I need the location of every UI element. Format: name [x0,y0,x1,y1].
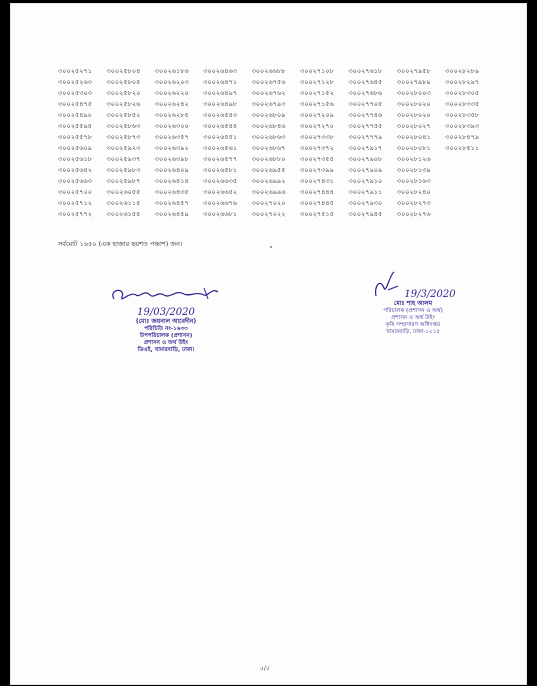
table-row [58,77,498,88]
left-stamp-line: ডিএই, খামারবাড়ি, ঢাকা। [137,347,195,353]
right-stamp-line: প্রশাসন ও অর্থ উইং [391,315,435,321]
roll-number-cell: ৩০০২৬৬৭৬ [203,200,238,207]
roll-number-cell: ৩০০২৫৯৮৭ [106,178,141,185]
roll-number-cell: ৩০০২৫৮৫২ [106,112,141,119]
roll-number-cell: ৩০০২৫৫৯৫ [58,123,92,130]
roll-number-cell: ৩০০২৬৪৩৫ [154,189,189,196]
roll-number-cell: ৩০০২৬৪৫৭ [154,200,189,207]
roll-number-cell: ৩০০২৬৩৯২ [154,145,189,152]
roll-number-cell: ৩০০২৬২৪২ [154,101,189,108]
roll-number-cell: ৩০০২৬৬৫২ [203,189,238,196]
roll-number-table [58,66,498,220]
table-row [58,110,498,121]
roll-number-cell: ৩০০২৮০২৭ [396,123,431,130]
roll-number-cell: ৩০০২৬১১৫ [106,200,141,207]
roll-number-cell: ৩০০২৬৭৯৩ [251,101,286,108]
roll-number-cell: ৩০০২৬৬৮৮ [251,68,286,75]
roll-number-cell: ৩০০২৭৩৯৯ [299,167,334,174]
table-row [58,187,498,198]
roll-number-cell: ৩০০২৬৫৪৩ [203,112,238,119]
right-signature-icon [370,268,404,300]
roll-number-cell: ৩০০২৬৬৩৫ [203,178,238,185]
roll-number-cell: ৩০০২৫২৬৩ [58,79,92,86]
roll-number-cell [445,209,493,220]
roll-number-cell: ৩০০২৬৮৪৬ [251,123,286,130]
right-signature-block [348,268,478,336]
roll-number-cell: ৩০০২৬৮৬৩ [251,134,286,141]
roll-number-cell: ৩০০২৬৬৮১ [203,211,238,218]
roll-number-cell: ৩০০২৫৮৬৩ [106,123,141,130]
right-sign-date: 19/3/2020 [404,289,456,300]
roll-number-cell: ৩০০২৬৫৬১ [203,145,238,152]
roll-number-cell: ৩০০২৭১০৮ [299,68,334,75]
roll-number-cell: ৩০০২৭৬৮৬ [348,90,383,97]
right-stamp-line: পরিচালক (প্রশাসন ও অর্থ) [383,308,443,314]
roll-number-cell [445,176,493,187]
roll-number-cell: ৩০০২৮০০৩ [396,90,431,97]
roll-number-cell: ৩০০২৫৮০৫ [106,79,141,86]
roll-number-cell: ৩০০২৭৬১৮ [348,68,383,75]
summary-text: সর্বমোট ১৬৫০ (এক হাজার ছয়শত পঞ্চাশ) জন। [58,240,183,248]
left-stamp-line: প্রশাসন ও অর্থ উইং [143,340,189,346]
right-stamp-line: খামারবাড়ি, ঢাকা-১২১৫ [386,329,440,335]
roll-number-cell: ৩০০২৭০২০ [251,200,286,207]
roll-number-cell: ৩০০২৭৪৪৪ [299,189,334,196]
roll-number-cell: ৩০০২৭১৫৬ [299,101,334,108]
roll-number-cell: ৩০০২৮৩৯৩ [445,123,480,130]
roll-number-cell: ৩০০২৭৯১১ [348,189,383,196]
roll-number-cell: ৩০০২৭৭০৫ [348,101,383,108]
table-row [58,88,498,99]
roll-number-cell: ৩০০২৮১৬৩ [396,178,431,185]
roll-number-cell: ৩০০২৬৮৮০ [251,156,286,163]
roll-number-cell: ৩০০২৮১২৬ [396,156,431,163]
roll-number-cell: ৩০০২৮৪৭৯ [445,134,480,141]
roll-number-cell: ৩০০২৭৪৪৫ [299,200,334,207]
roll-number-cell: ৩০০২৬৪৬৩ [203,68,238,75]
page-number: ৫/৫ [260,665,270,672]
roll-number-cell: ৩০০২৫৯৮৩ [106,167,141,174]
table-row [58,66,498,77]
roll-number-cell: ৩০০২৮২৭৩ [396,200,431,207]
roll-number-cell: ৩০০২৬৪৯৮ [203,101,238,108]
roll-number-cell: ৩০০২৬৪৫৯ [154,211,189,218]
roll-number-cell: ৩০০২৭৯৩০ [348,200,383,207]
roll-number-cell: ৩০০২৫৯২৩ [106,145,141,152]
table-row [58,198,498,209]
right-stamp-name: মোঃ শাহ আলম [393,300,433,307]
roll-number-cell: ৩০০২৬৯৯৬ [251,189,286,196]
roll-number-cell: ৩০০২৮০২০ [396,112,431,119]
roll-number-cell: ৩০০২৮২৮৯ [445,68,480,75]
roll-number-cell: ৩০০২৬৪১৪ [154,178,189,185]
roll-number-cell: ৩০০২৭৬৪৫ [348,79,383,86]
roll-number-cell: ৩০০২৫৬৬৩ [58,178,92,185]
roll-number-cell: ৩০০২৬৯৯২ [251,178,286,185]
left-stamp-line: উপপরিচালক (প্রশাসন) [139,333,193,339]
roll-number-cell: ৩০০২৮০৪১ [396,134,431,141]
table-row [58,132,498,143]
roll-number-cell: ৩০০২৫৭৭২ [58,211,92,218]
roll-number-cell: ৩০০২৭৯০৯ [348,167,383,174]
table-row [58,209,498,220]
roll-number-cell: ৩০০২৭০২২ [251,211,286,218]
roll-number-cell: ৩০০২৬৫৭৭ [203,156,238,163]
roll-number-cell: ৩০০২৬২৮৫ [154,112,189,119]
roll-number-cell: ৩০০২৫৭০০ [58,189,92,196]
roll-number-cell: ৩০০২৭৩৫৫ [299,156,334,163]
roll-number-cell: ৩০০২৫৪৭৫ [58,101,92,108]
roll-number-cell: ৩০০২৫৬৪২ [58,167,92,174]
table-row [58,143,498,154]
roll-number-cell: ৩০০২৭৯৪৫ [348,211,383,218]
roll-number-cell: ৩০০২৭৯১৭ [348,145,383,152]
roll-number-cell: ৩০০২৬৪৯৭ [203,90,238,97]
roll-number-cell [445,198,493,209]
right-stamp-line: কৃষি সম্প্রসারণ অধিদপ্তর [385,322,441,328]
table-row [58,99,498,110]
table-row [58,154,498,165]
roll-number-cell: ৩০০২৭৯৫৮ [396,68,431,75]
roll-number-cell: ৩০০২৭৯১০ [348,178,383,185]
roll-number-cell: ৩০০২৮৩৫৮ [445,112,480,119]
roll-number-cell: ৩০০২৮০৮১ [396,145,431,152]
roll-number-cell: ৩০০২৫৭১২ [58,200,92,207]
roll-number-cell: ৩০০২৭৩৩৮ [299,134,334,141]
roll-number-cell: ৩০০২৬৪৭১ [203,79,238,86]
roll-number-cell: ৩০০২৮৩৩৫ [445,101,480,108]
roll-number-cell: ৩০০২৭৭৫৫ [348,123,383,130]
roll-number-cell: ৩০০২৬৭৫৬ [251,79,286,86]
roll-number-cell: ৩০০২৮২৪০ [396,189,431,196]
roll-number-cell: ৩০০২৬২২০ [154,90,189,97]
roll-number-cell: ৩০০২৭৭৭৯ [348,134,383,141]
roll-number-cell: ৩০০২৮২৯৭ [445,79,480,86]
roll-number-cell: ৩০০২৫৩০৩ [58,90,92,97]
roll-number-cell [445,165,493,176]
roll-number-cell: ৩০০২৫৮৭৩ [106,134,141,141]
table-row [58,176,498,187]
left-stamp-line: পরিচিতি নং-১৬৩৩ [144,326,188,332]
roll-number-cell: ৩০০২৬৮৬৭ [251,145,286,152]
roll-number-cell: ৩০০২৭১২৮ [299,79,334,86]
table-row [58,121,498,132]
roll-number-cell: ৩০০২৬৫৪৪ [203,123,238,130]
roll-number-cell: ৩০০২৮১৩৯ [396,167,431,174]
roll-number-cell: ৩০০২৬৫৮১ [203,167,238,174]
roll-number-cell: ৩০০২৭৫১৫ [299,211,334,218]
roll-number-cell: ৩০০২৬৭৬২ [251,90,286,97]
left-signature-block [96,283,236,354]
roll-number-cell: ৩০০২৫৮০৪ [106,68,141,75]
table-row [58,165,498,176]
roll-number-cell: ৩০০২৬৩৫৭ [154,134,189,141]
roll-number-cell: ৩০০২৫২৭১ [58,68,92,75]
roll-number-cell: ৩০০২৬৩০০ [154,123,189,130]
roll-number-cell: ৩০০২৬২০৩ [154,79,189,86]
roll-number-cell: ৩০০২৫৯৩৭ [106,156,141,163]
left-stamp-name: (মোঃ জয়নাল আবেদীন) [135,318,197,325]
left-signature-icon [96,283,236,307]
roll-number-cell: ৩০০২৬১৮৬ [154,68,189,75]
roll-number-cell [445,187,493,198]
roll-number-cell: ৩০০২৭৪৩১ [299,178,334,185]
roll-number-cell: ৩০০২৫৮২০ [106,90,141,97]
stray-mark [270,246,272,248]
roll-number-cell: ৩০০২৬৪০৯ [154,167,189,174]
roll-number-cell: ৩০০২৭২০৯ [299,112,334,119]
roll-number-cell: ৩০০২৭২৭০ [299,123,334,130]
roll-number-cell: ৩০০২৭৯৮৯ [396,79,431,86]
left-sign-date: 19/03/2020 [137,307,195,318]
roll-number-cell: ৩০০২৭৯০৮ [348,156,383,163]
roll-number-cell: ৩০০২৭৩৭২ [299,145,334,152]
roll-number-cell: ৩০০২৫৫৭৮ [58,134,92,141]
roll-number-cell: ৩০০২৬৮০৯ [251,112,286,119]
roll-number-cell: ৩০০২৫৪৯০ [58,112,92,119]
roll-number-cell: ৩০০২৬৯৫৫ [251,167,286,174]
roll-number-cell: ৩০০২৭৭৪৬ [348,112,383,119]
roll-number-cell: ৩০০২৮২৭৬ [396,211,431,218]
roll-number-cell [445,154,493,165]
roll-number-cell: ৩০০২৬৩৯৮ [154,156,189,163]
roll-number-cell: ৩০০২৫৮২৬ [106,101,141,108]
roll-number-cell: ৩০০২৬৫৫১ [203,134,238,141]
roll-number-cell: ৩০০২৮৩০৫ [445,90,480,97]
roll-number-cell: ৩০০২৮০২০ [396,101,431,108]
roll-number-cell: ৩০০২৭১৫২ [299,90,334,97]
roll-number-cell: ৩০০২৮৫১১ [445,145,480,152]
roll-number-cell: ৩০০২৬০৫৫ [106,189,141,196]
roll-number-cell: ৩০০২৫৬০৯ [58,145,92,152]
roll-number-cell: ৩০০২৫৬১৮ [58,156,92,163]
roll-number-cell: ৩০০২৬১৫৫ [106,211,141,218]
